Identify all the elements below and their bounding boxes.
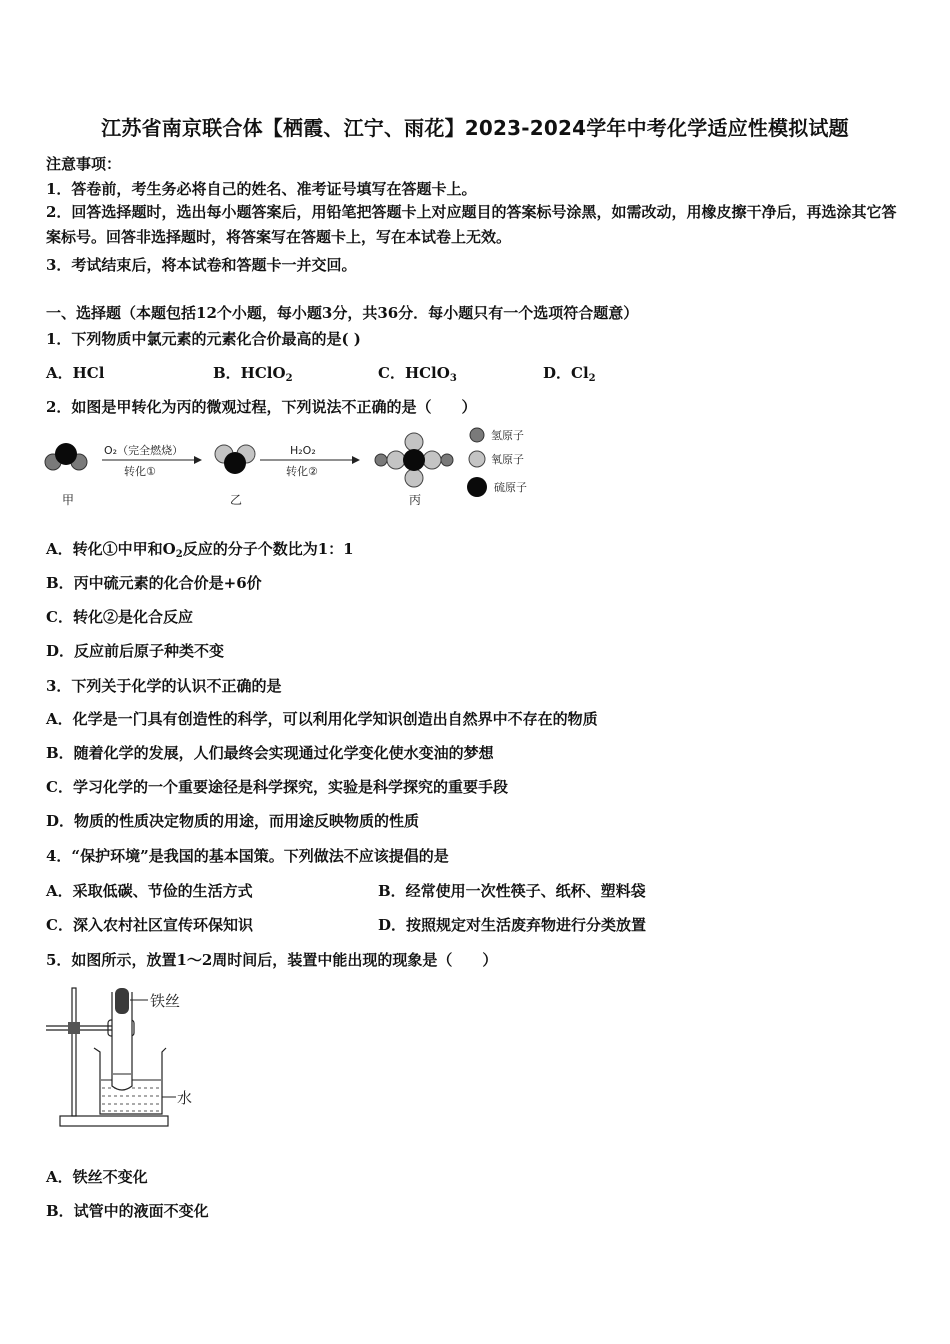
section-heading: 一、选择题（本题包括12个小题，每小题3分，共36分．每小题只有一个选项符合题意） (46, 304, 639, 322)
label-iron-wire: 铁丝 (150, 992, 181, 1010)
bing-s-atom (403, 449, 425, 471)
arrow1-bottom-label: 转化① (124, 465, 156, 478)
q2-option-a-sub: 2 (175, 549, 183, 560)
q2-option-a[interactable] (46, 538, 354, 560)
iron-wire-coil (115, 988, 129, 1014)
legend-s-icon (467, 477, 487, 497)
yi-s-atom (224, 452, 246, 474)
q3-option-d[interactable]: D．物质的性质决定物质的用途，而用途反映物质的性质 (46, 812, 420, 830)
q1-option-d-text: D．Cl (543, 364, 589, 382)
legend-o-label: 氧原子 (491, 453, 524, 466)
notice-item-3: 3．考试结束后，将本试卷和答题卡一并交回。 (46, 256, 357, 274)
legend-o-icon (469, 451, 485, 467)
bing-o-atom-top (405, 433, 423, 451)
q2-option-d[interactable]: D．反应前后原子种类不变 (46, 642, 225, 660)
label-jia: 甲 (62, 493, 75, 507)
q1-option-b-sub: 2 (285, 373, 293, 384)
q1-option-c[interactable] (378, 362, 457, 384)
bing-h-atom-left (375, 454, 387, 466)
q2-molecule-diagram (44, 424, 544, 516)
q4-stem: 4．“保护环境”是我国的基本国策。下列做法不应该提倡的是 (46, 847, 449, 865)
q1-option-a[interactable] (46, 362, 104, 383)
page-title: 江苏省南京联合体【栖霞、江宁、雨花】2023-2024学年中考化学适应性模拟试题 (101, 116, 849, 140)
q1-option-c-sub: 3 (449, 373, 457, 384)
q1-option-d-sub: 2 (588, 373, 596, 384)
q1-stem: 1．下列物质中氯元素的元素化合价最高的是( ) (46, 330, 361, 348)
clamp-boss (68, 1022, 80, 1034)
q3-option-a[interactable]: A．化学是一门具有创造性的科学，可以利用化学知识创造出自然界中不存在的物质 (46, 710, 598, 728)
notice-item-2: 2．回答选择题时，选出每小题答案后，用铅笔把答题卡上对应题目的答案标号涂黑，如需改动，用橡皮擦干净后，再选涂其它答案标号。回答非选择题时，将答案写在答题卡上，写在本试卷上无效。 (46, 203, 897, 246)
arrow1-top-label: O₂（完全燃烧） (104, 444, 184, 457)
jia-s-atom (55, 443, 77, 465)
bing-o-atom-bottom (405, 469, 423, 487)
label-yi: 乙 (230, 493, 243, 507)
q1-option-d[interactable] (543, 362, 596, 384)
notice-heading: 注意事项： (46, 155, 122, 173)
q4-option-d[interactable]: D．按照规定对生活废弃物进行分类放置 (378, 916, 647, 934)
arrow2-head-icon (352, 456, 360, 464)
q4-option-a[interactable]: A．采取低碳、节俭的生活方式 (46, 882, 253, 900)
label-bing: 丙 (409, 493, 422, 507)
label-water: 水 (177, 1089, 193, 1107)
stand-base (60, 1116, 168, 1126)
q5-apparatus-diagram (44, 982, 204, 1132)
q2-option-c[interactable]: C．转化②是化合反应 (46, 608, 193, 626)
legend-h-label: 氢原子 (491, 429, 524, 442)
q3-option-b[interactable]: B．随着化学的发展，人们最终会实现通过化学变化使水变油的梦想 (46, 744, 494, 762)
q2-stem: 2．如图是甲转化为丙的微观过程，下列说法不正确的是（ ） (46, 398, 477, 416)
legend-h-icon (470, 428, 484, 442)
q1-option-a-text: A．HCl (46, 364, 105, 382)
notice-item-1: 1．答卷前，考生务必将自己的姓名、准考证号填写在答题卡上。 (46, 180, 477, 198)
q5-option-a[interactable]: A．铁丝不变化 (46, 1168, 148, 1186)
q1-option-c-text: C．HClO (378, 364, 450, 382)
q3-option-c[interactable]: C．学习化学的一个重要途径是科学探究，实验是科学探究的重要手段 (46, 778, 508, 796)
bing-o-atom-left (387, 451, 405, 469)
bing-o-atom-right (423, 451, 441, 469)
legend-s-label: 硫原子 (494, 481, 527, 494)
q4-option-b[interactable]: B．经常使用一次性筷子、纸杯、塑料袋 (378, 882, 646, 900)
q2-option-a-post: 反应的分子个数比为1：1 (182, 540, 354, 558)
q1-option-b-text: B．HClO (213, 364, 286, 382)
bing-h-atom-right (441, 454, 453, 466)
q5-option-b[interactable]: B．试管中的液面不变化 (46, 1202, 209, 1220)
q5-stem: 5．如图所示，放置1～2周时间后，装置中能出现的现象是（ ） (46, 951, 498, 969)
q3-stem: 3．下列关于化学的认识不正确的是 (46, 677, 282, 695)
water-body (102, 1088, 160, 1111)
q2-option-b[interactable]: B．丙中硫元素的化合价是+6价 (46, 574, 262, 592)
arrow1-head-icon (194, 456, 202, 464)
q2-option-a-pre: A．转化①中甲和O (46, 540, 176, 558)
arrow2-bottom-label: 转化② (286, 465, 318, 478)
q1-option-b[interactable] (213, 362, 293, 384)
q4-option-c[interactable]: C．深入农村社区宣传环保知识 (46, 916, 253, 934)
arrow2-top-label: H₂O₂ (290, 444, 316, 457)
stand-rod (72, 988, 76, 1116)
